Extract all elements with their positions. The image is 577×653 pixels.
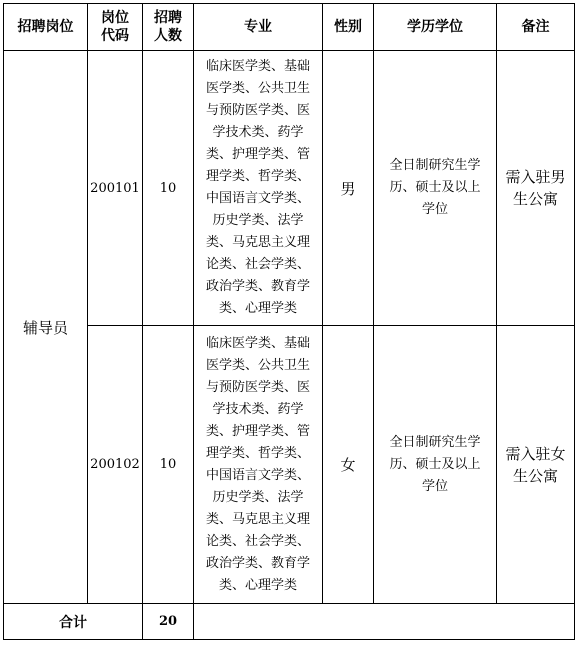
header-code-line2: 代码 [101, 28, 129, 44]
remarks-cell [497, 326, 575, 604]
table-row [4, 51, 575, 326]
header-code [88, 4, 143, 51]
count-cell: 10 [143, 51, 194, 326]
major-cell: 临床医学类、基础医学类、公共卫生与预防医学类、医学技术类、药学类、护理学类、管理学类、哲学类、中国语言文学类、历史学类、法学类、马克思主义理论类、社会学类、政治学类、教育学类、心理学类 [194, 51, 323, 326]
code-cell: 200101 [88, 51, 143, 326]
remarks-text: 需入驻男生公寓 [505, 168, 566, 208]
header-count-line2: 人数 [154, 28, 182, 44]
total-empty-cell [194, 604, 575, 640]
header-code-line1: 岗位 [101, 10, 129, 26]
header-row [4, 4, 575, 51]
header-major: 专业 [194, 4, 323, 51]
header-count [143, 4, 194, 51]
recruitment-table [3, 3, 575, 640]
position-cell: 辅导员 [4, 51, 88, 604]
gender-cell: 男 [323, 51, 374, 326]
header-position: 招聘岗位 [4, 4, 88, 51]
header-remarks: 备注 [497, 4, 575, 51]
total-label: 合计 [4, 604, 143, 640]
header-education: 学历学位 [374, 4, 497, 51]
total-value: 20 [143, 604, 194, 640]
education-cell: 全日制研究生学历、硕士及以上学位 [374, 51, 497, 326]
major-cell: 临床医学类、基础医学类、公共卫生与预防医学类、医学技术类、药学类、护理学类、管理学类、哲学类、中国语言文学类、历史学类、法学类、马克思主义理论类、社会学类、政治学类、教育学类、心理学类 [194, 326, 323, 604]
remarks-text: 需入驻女生公寓 [505, 444, 566, 485]
count-cell: 10 [143, 326, 194, 604]
code-cell: 200102 [88, 326, 143, 604]
gender-cell: 女 [323, 326, 374, 604]
table-row [4, 326, 575, 604]
remarks-cell [497, 51, 575, 326]
education-cell: 全日制研究生学历、硕士及以上学位 [374, 326, 497, 604]
header-gender: 性别 [323, 4, 374, 51]
header-count-line1: 招聘 [154, 10, 182, 26]
total-row [4, 604, 575, 640]
